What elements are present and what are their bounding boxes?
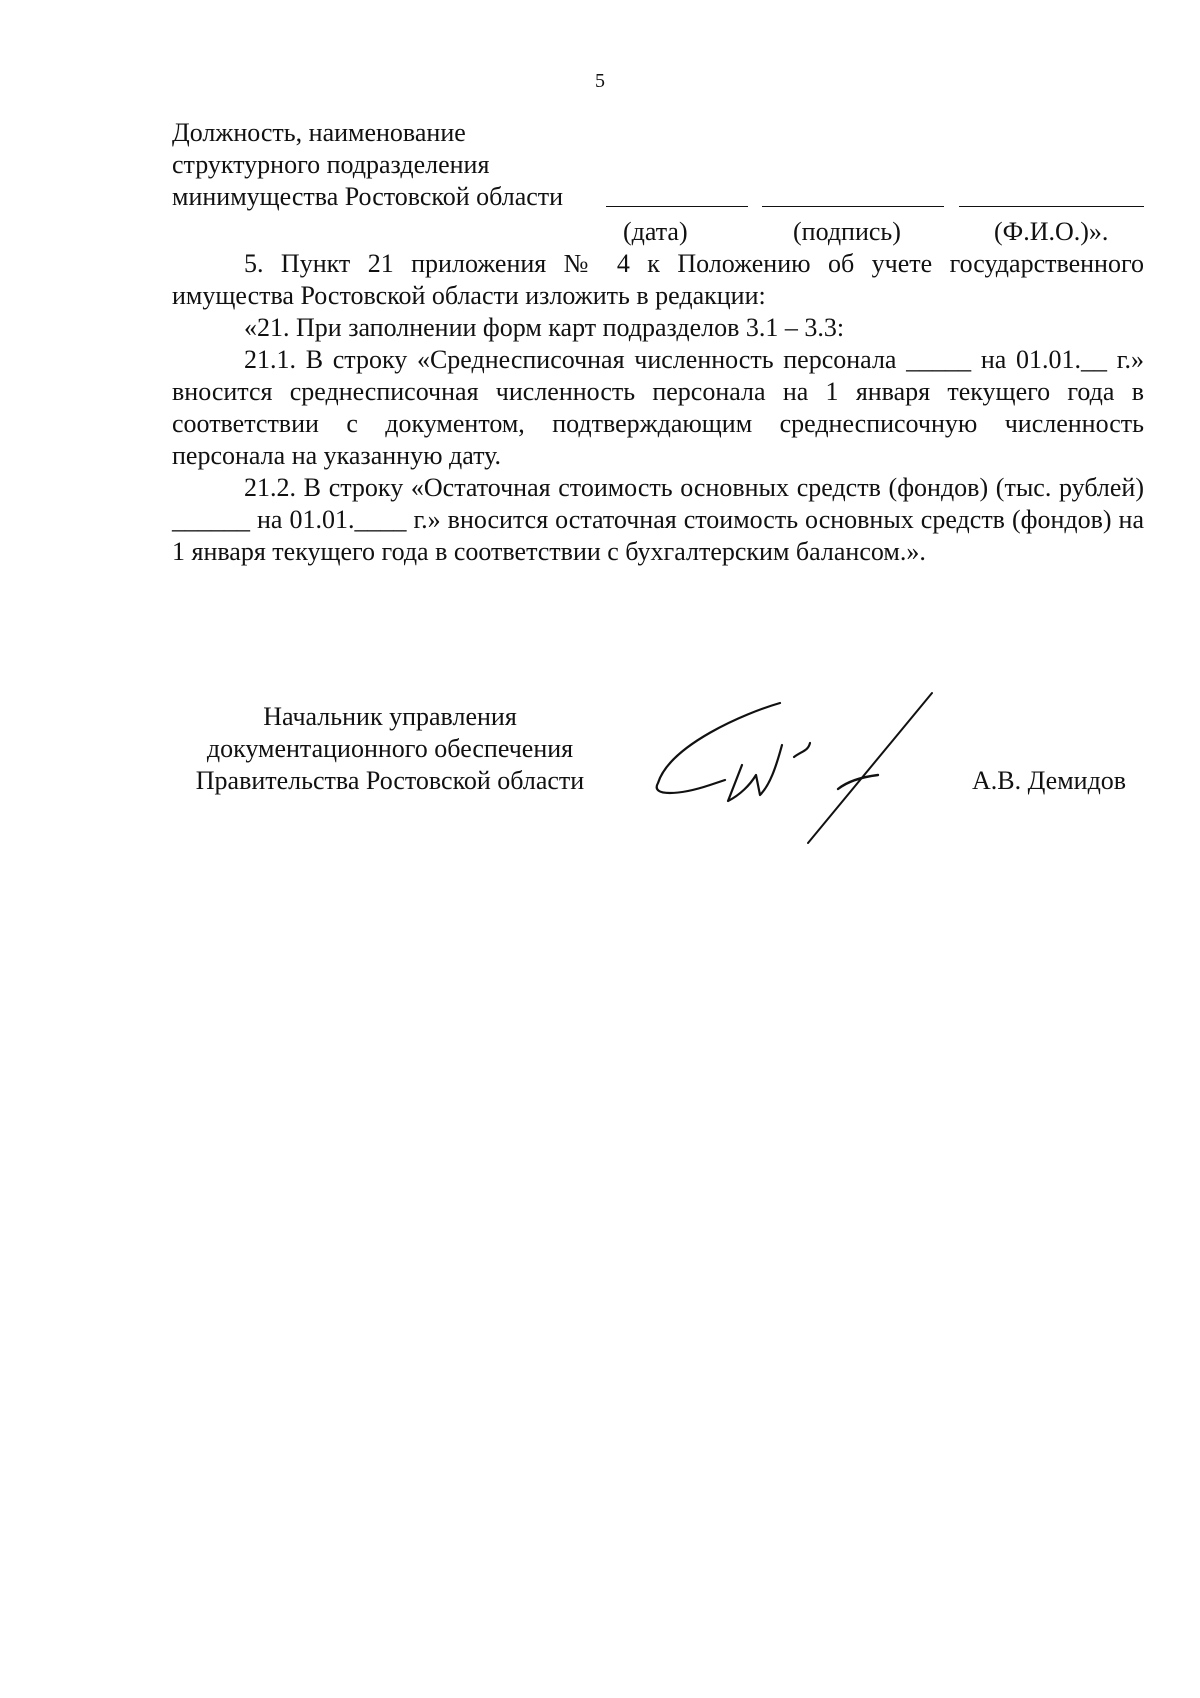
form-label-block — [172, 117, 1144, 213]
signatory-title-line-1: Начальник управления — [263, 702, 517, 731]
handwritten-signature — [650, 685, 940, 855]
signatory-title — [172, 701, 608, 797]
date-blank-line — [606, 206, 748, 207]
name-caption: (Ф.И.О.)». — [994, 217, 1109, 246]
date-caption: (дата) — [623, 217, 688, 246]
signatory-title-line-3: Правительства Ростовской области — [195, 766, 585, 795]
paragraph-5: 5. Пункт 21 приложения № 4 к Положению об учете государственного имущества Ростовской области изложить в редакции: — [172, 249, 1144, 310]
signatory-title-line-2: документационного обеспечения — [206, 734, 574, 763]
form-label-line-1: Должность, наименование — [172, 118, 466, 147]
paragraph-21-intro: «21. При заполнении форм карт подразделов 3.1 – 3.3: — [244, 313, 845, 342]
page-number: 5 — [595, 70, 605, 92]
paragraph-21-1: 21.1. В строку «Среднесписочная численность персонала _____ на 01.01.__ г.» вносится среднесписочная численность персонала на 1 января текущего года в соответствии с документом, подтверждающим среднесписочную численность персонала на указанную дату. — [172, 345, 1144, 470]
paragraph-21-2: 21.2. В строку «Остаточная стоимость основных средств (фондов) (тыс. рублей) ______ на 01.01.____ г.» вносится остаточная стоимость основных средств (фондов) на 1 января текущего года в соответствии с бухгалтерским балансом.». — [172, 473, 1144, 566]
name-blank-line — [959, 206, 1144, 207]
signature-caption: (подпись) — [793, 217, 901, 246]
body-text — [172, 248, 1144, 568]
signature-blank-line — [762, 206, 944, 207]
form-label-line-3: минимущества Ростовской области — [172, 182, 564, 211]
form-label-line-2: структурного подразделения — [172, 150, 490, 179]
signatory-name: А.В. Демидов — [972, 766, 1127, 795]
